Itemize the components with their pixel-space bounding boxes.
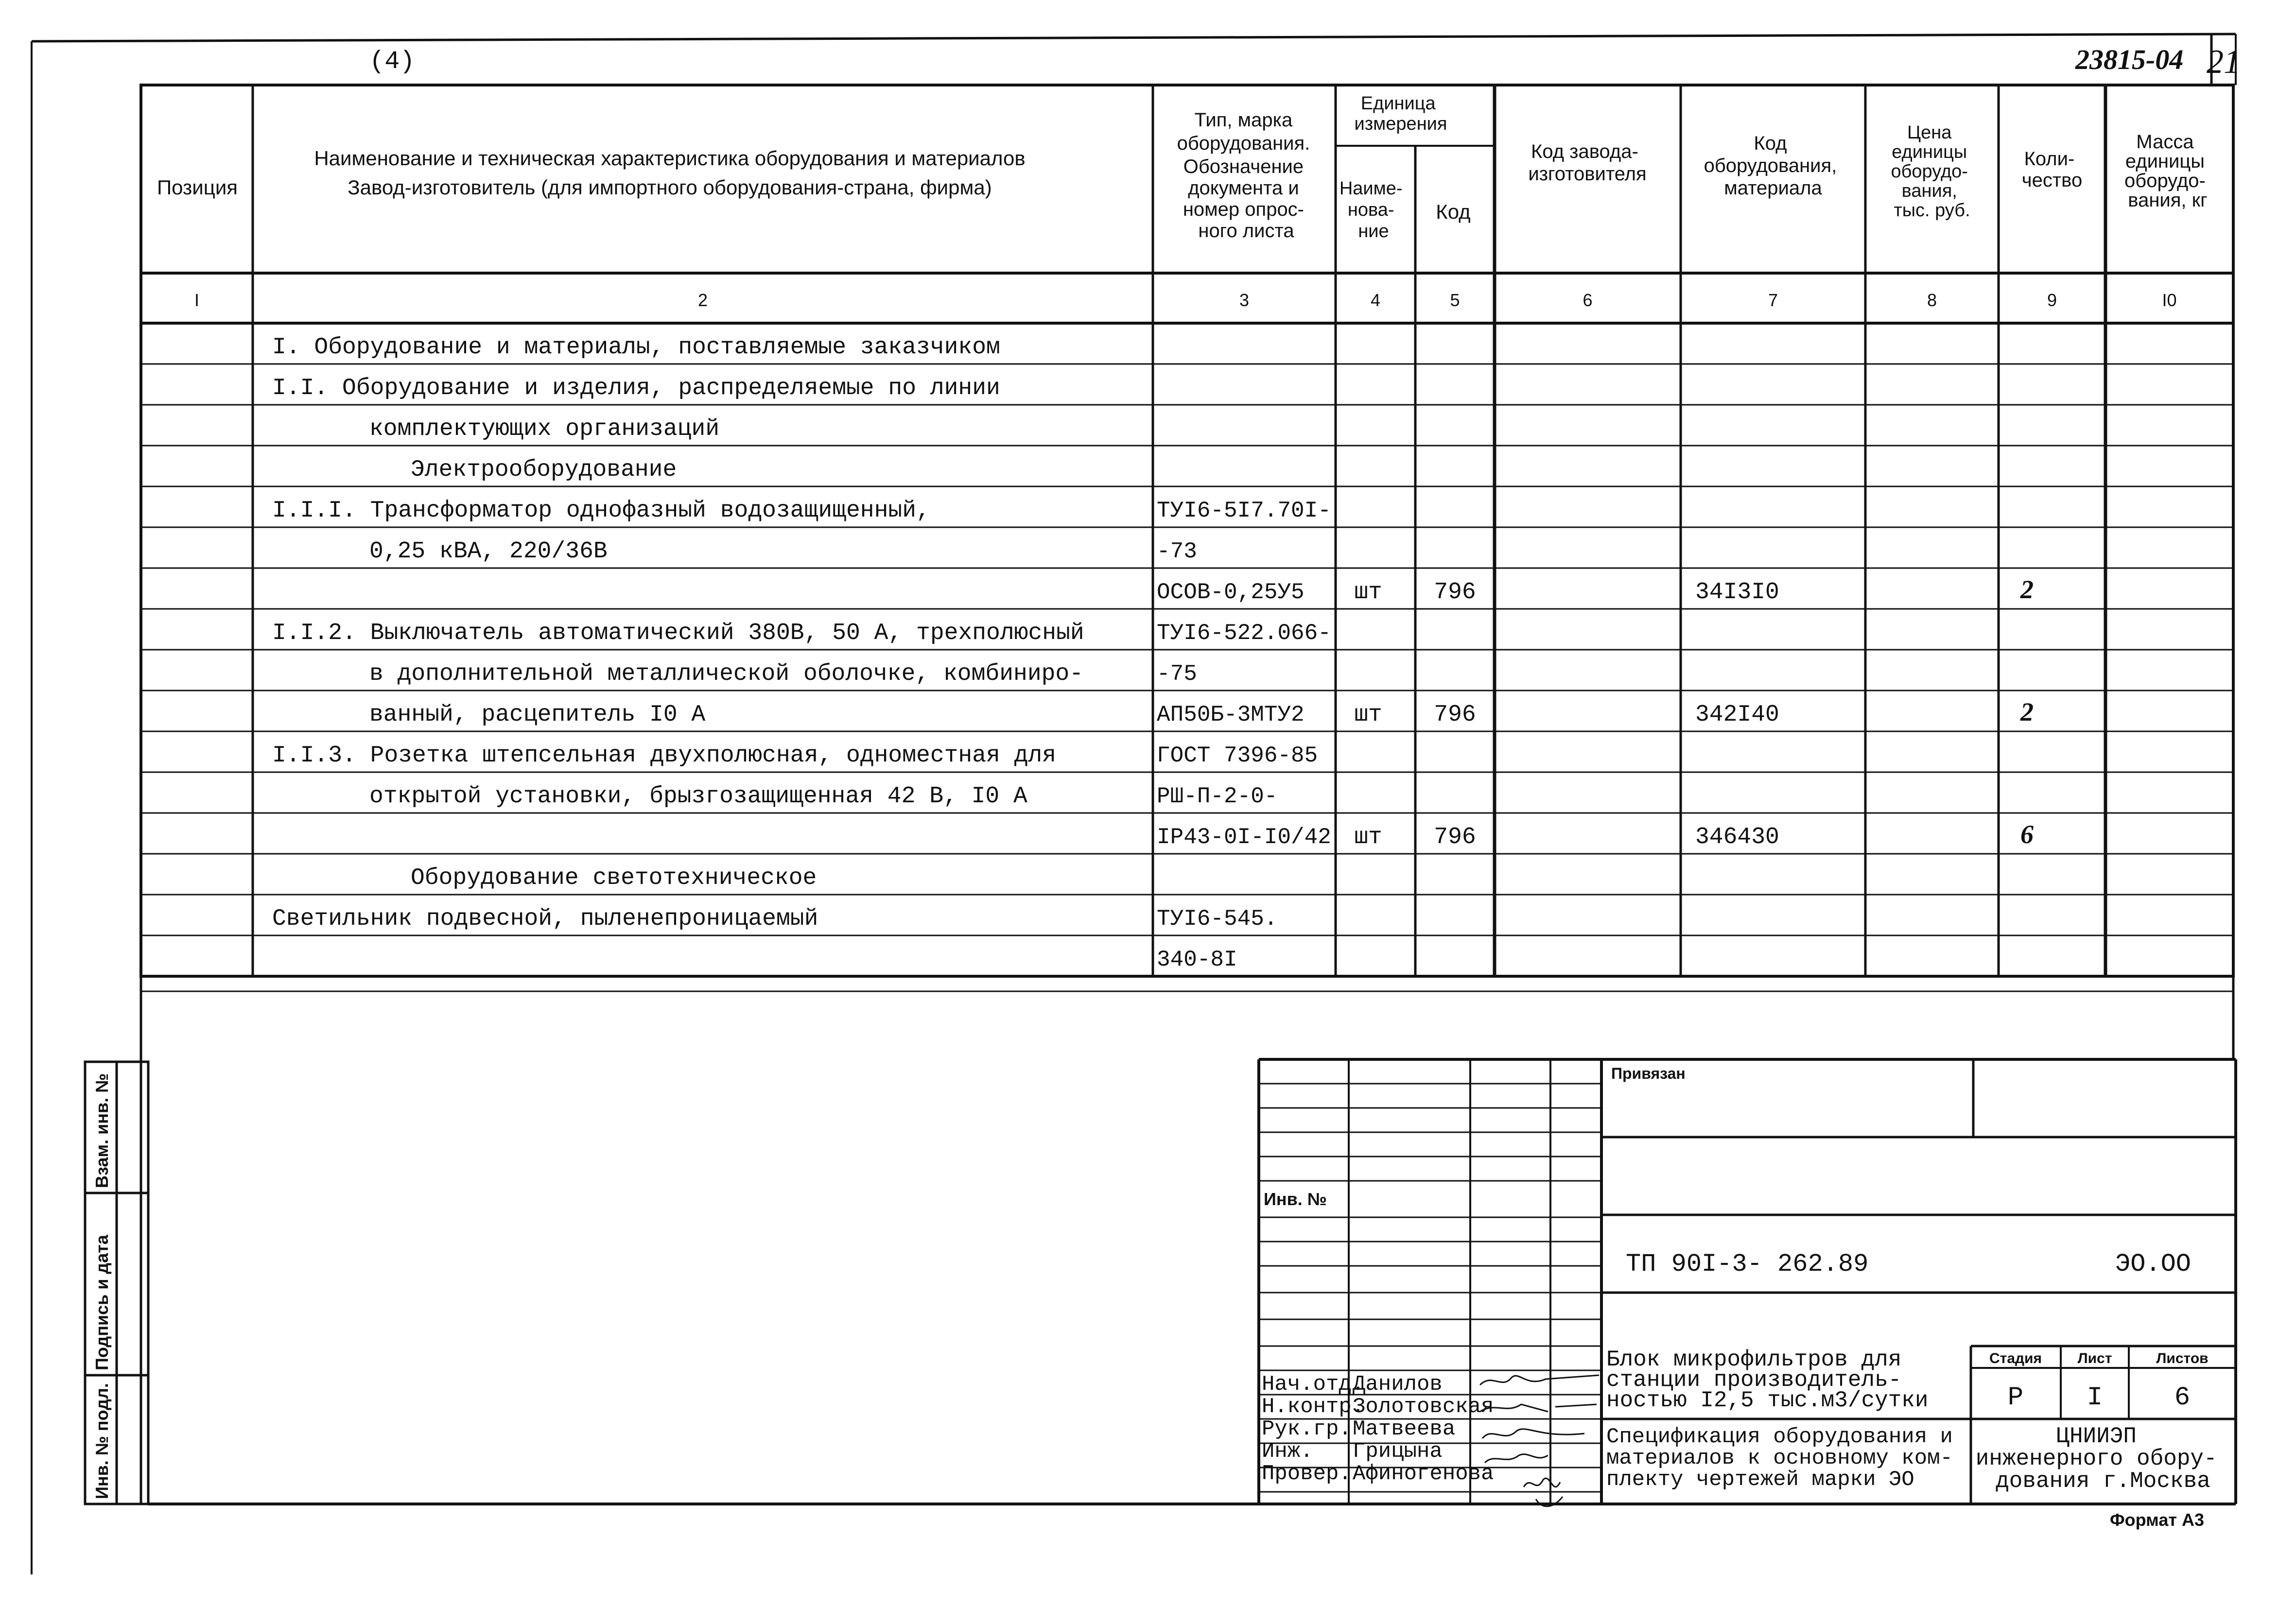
cell-unit-code: 796 [1434, 579, 1476, 605]
privyazan-label: Привязан [1611, 1065, 1686, 1082]
cell-type: АП50Б-3МТУ2 [1157, 702, 1305, 727]
cell-type: ТУI6-522.066- [1157, 621, 1331, 646]
project-title: Блок микрофильтров для станции производитель- ностью I2,5 тыс.м3/сутки [1606, 1347, 1929, 1413]
cell-unit: шт [1354, 824, 1382, 850]
table-row [411, 865, 817, 891]
signatory-row [1262, 1395, 1494, 1419]
organization: ЦНИИЭП инженерного обору- дования г.Москва [1975, 1424, 2217, 1494]
sheet-corner-number: 21 [2207, 43, 2241, 81]
cell-type: РШ-П-2-0- [1157, 784, 1278, 809]
header-equip-code: Код оборудования, материала [1704, 133, 1837, 199]
column-number: 9 [2047, 290, 2057, 310]
column-number: I [194, 290, 200, 310]
cell-name: I.I. Оборудование и изделия, распределяемые по линии [272, 375, 1000, 401]
cell-type: 340-8I [1157, 947, 1237, 972]
stage-value: Р [2007, 1383, 2024, 1413]
header-qty: Коли- чество [2021, 148, 2083, 191]
table-row [272, 743, 1318, 769]
cell-unit: шт [1354, 579, 1382, 605]
header-unit-group: Единица измерения [1354, 93, 1447, 134]
cell-name: 0,25 кВА, 220/36В [369, 538, 608, 565]
signatory-name: Матвеева [1353, 1417, 1456, 1441]
sheet-number-handwritten: 23815-04 [2075, 44, 2184, 75]
signatory-row [1262, 1417, 1455, 1441]
cell-name: открытой установки, брызгозащищенная 42 В, I0 А [369, 783, 1027, 810]
sheets-value: 6 [2174, 1383, 2191, 1413]
cell-type: ГОСТ 7396-85 [1157, 743, 1318, 768]
column-number: 5 [1450, 290, 1460, 310]
signatory-role: Провер. [1262, 1462, 1352, 1486]
table-row [272, 498, 1331, 524]
header-price: Цена единицы оборудо- вания, тыс. руб. [1891, 122, 1970, 221]
table-row [369, 697, 2034, 728]
cell-quantity: 2 [2020, 697, 2034, 726]
signatory-name: Данилов [1353, 1372, 1443, 1397]
cell-type: -73 [1157, 539, 1197, 564]
cell-unit-code: 796 [1434, 702, 1476, 728]
column-number: 3 [1239, 290, 1250, 310]
cell-name: комплектующих организаций [369, 416, 720, 442]
table-row [411, 457, 677, 483]
table-row [272, 620, 1331, 646]
header-position: Позиция [157, 176, 238, 199]
column-number: 2 [697, 290, 708, 310]
designation: ТП 90I-3- 262.89 [1626, 1250, 1869, 1279]
side-stamp-podpis: Подпись и дата [92, 1235, 112, 1370]
stage-label: Стадия [1989, 1350, 2042, 1366]
cell-name: I.I.I. Трансформатор однофазный водозащищенный, [272, 498, 930, 524]
cell-type: ТУI6-545. [1157, 906, 1278, 932]
signatory-name: Грицына [1353, 1439, 1443, 1464]
cell-type: ТУI6-5I7.70I- [1157, 498, 1331, 523]
signatory-role: Инж. [1262, 1439, 1313, 1464]
cell-equip-code: 342I40 [1695, 702, 1779, 728]
column-number: 6 [1583, 290, 1593, 310]
cell-quantity: 6 [2020, 820, 2034, 849]
signatory-name: Золотовская [1353, 1395, 1494, 1419]
table-row [1157, 575, 2034, 605]
column-number: 7 [1768, 290, 1778, 310]
signatory-role: Нач.отд. [1262, 1372, 1365, 1397]
table-row [1157, 820, 2034, 850]
table-row [272, 906, 1277, 932]
format-label: Формат А3 [2109, 1510, 2204, 1530]
header-type: Тип, марка оборудования. Обозначение документа и номер опрос- ного листа [1177, 109, 1310, 242]
cell-name: в дополнительной металлической оболочке, комбиниро- [369, 661, 1084, 687]
sheets-label: Листов [2156, 1350, 2209, 1366]
signatory-role: Н.контр. [1262, 1395, 1365, 1419]
header-unit-name: Наиме- нова- ние [1339, 178, 1403, 242]
signatory-rows [1262, 1372, 1494, 1486]
table-row [369, 416, 719, 442]
cell-unit: шт [1354, 702, 1382, 728]
column-number: 8 [1927, 290, 1937, 310]
header-name-line1: Наименование и техническая характеристика оборудования и материалов [314, 147, 1026, 170]
table-row [1157, 947, 1237, 972]
cell-equip-code: 346430 [1695, 824, 1779, 850]
cell-name: Оборудование светотехническое [411, 865, 817, 891]
spec-table-header [157, 93, 2211, 242]
table-row [369, 538, 1197, 565]
cell-name: I.I.3. Розетка штепсельная двухполюсная, одноместная для [272, 743, 1057, 769]
cell-equip-code: 34I3I0 [1695, 579, 1779, 605]
table-row [272, 375, 1000, 401]
cell-quantity: 2 [2020, 575, 2034, 604]
cell-type: IP43-0I-I0/42 [1157, 825, 1331, 850]
table-row [369, 661, 1197, 687]
cell-name: Светильник подвесной, пыленепроницаемый [272, 906, 818, 932]
cell-unit-code: 796 [1434, 824, 1476, 850]
cell-name: I.I.2. Выключатель автоматический 380В, 50 А, трехполюсный [272, 620, 1084, 646]
drawing-mark: ЭО.ОО [2115, 1250, 2192, 1279]
cell-type: ОСОВ-0,25У5 [1157, 580, 1305, 605]
cell-type: -75 [1157, 661, 1197, 687]
side-stamp-inv-podl: Инв. № подл. [92, 1383, 112, 1499]
sheet-label: Лист [2077, 1350, 2112, 1366]
header-mass: Масса единицы оборудо- вания, кг [2124, 131, 2208, 211]
table-row [369, 783, 1277, 810]
sheet-frame [32, 34, 2236, 1574]
signatory-name: Афиногенова [1353, 1462, 1494, 1486]
signatory-role: Рук.гр. [1262, 1417, 1352, 1441]
cell-name: Электрооборудование [411, 457, 677, 483]
table-row [272, 334, 1000, 361]
sheet-position-label: (4) [369, 47, 415, 76]
inv-no-label: Инв. № [1264, 1189, 1327, 1209]
header-name-line2: Завод-изготовитель (для импортного оборудования-страна, фирма) [348, 176, 992, 199]
header-maker-code: Код завода- изготовителя [1528, 141, 1647, 185]
doc-title: Спецификация оборудования и материалов к основному ком- плекту чертежей марки ЭО [1606, 1425, 1953, 1492]
column-number: 4 [1370, 290, 1381, 310]
side-stamp-vzam: Взам. инв. № [92, 1073, 112, 1188]
column-number: I0 [2162, 290, 2177, 310]
sheet-value: I [2087, 1383, 2103, 1413]
cell-name: I. Оборудование и материалы, поставляемые заказчиком [272, 334, 1000, 361]
cell-name: ванный, расцепитель I0 А [369, 702, 706, 728]
column-number-row [194, 290, 2177, 310]
header-unit-code: Код [1436, 200, 1471, 223]
signatory-row [1262, 1462, 1494, 1486]
signatory-row [1262, 1372, 1443, 1397]
